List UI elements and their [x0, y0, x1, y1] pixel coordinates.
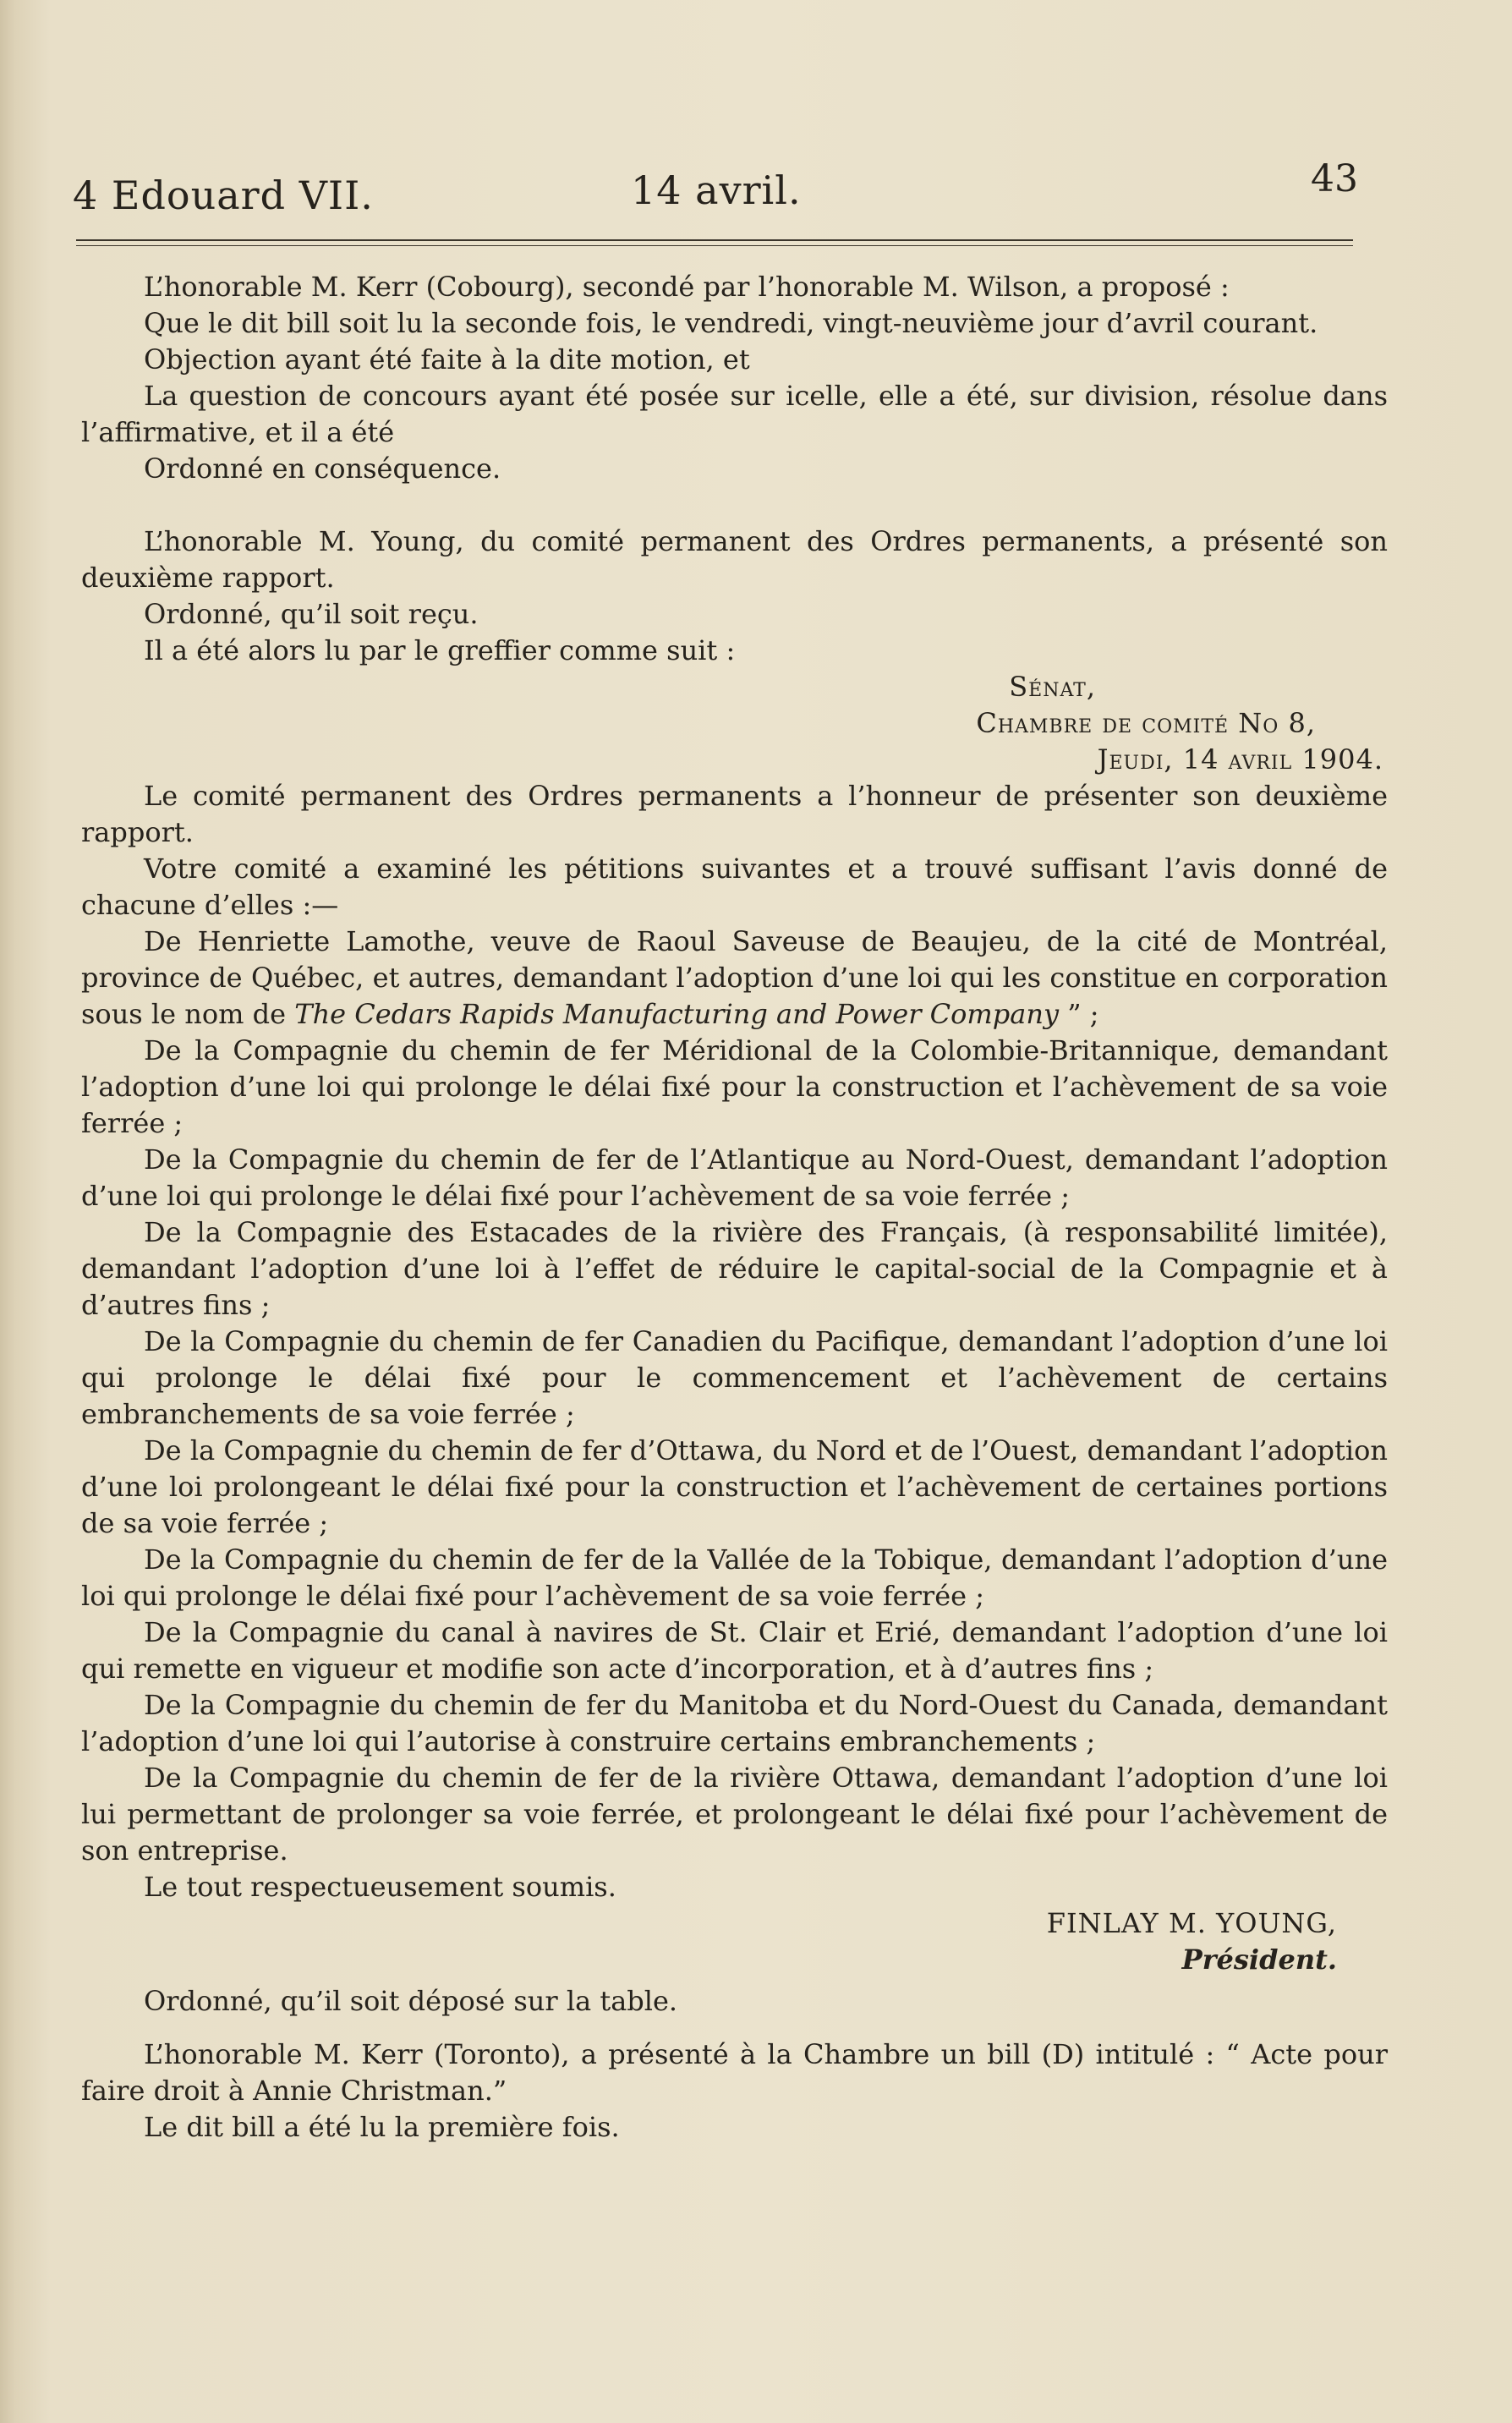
petition-ottawa-nord-ouest: De la Compagnie du chemin de fer d’Ottawa, du Nord et de l’Ouest, demandant l’adoption d’une loi prolongeant le délai fixé pour la construction et l’achèvement de certaines portions de sa voie ferrée ;: [81, 1434, 1388, 1539]
report-committee-room: Chambre de comité No 8,: [976, 707, 1316, 739]
petition-lamothe: De Henriette Lamothe, veuve de Raoul Saveuse de Beaujeu, de la cité de Montréal, province de Québec, et autres, demandant l’adoption d’une loi qui les constitue en corporation sous le nom de The Cedars Rapids Manufacturing and Power Company ” ;: [81, 925, 1388, 1030]
paragraph-motion: L’honorable M. Kerr (Cobourg), secondé par l’honorable M. Wilson, a proposé :: [144, 271, 1230, 303]
header-date: 14 avril.: [631, 167, 802, 213]
petition-riviere-ottawa: De la Compagnie du chemin de fer de la rivière Ottawa, demandant l’adoption d’une loi lui permettant de prolonger sa voie ferrée, et prolongeant le délai fixé pour l’achèvement de son entreprise.: [81, 1762, 1388, 1867]
paragraph-question: La question de concours ayant été posée sur icelle, elle a été, sur division, résolue dans l’affirmative, et il a été: [81, 380, 1388, 448]
report-date: Jeudi, 14 avril 1904.: [1097, 743, 1383, 776]
signature-title: Président.: [1181, 1943, 1337, 1976]
page-header: [73, 157, 1358, 225]
paragraph-tabled: Ordonné, qu’il soit déposé sur la table.: [144, 1985, 678, 2017]
petition-estacades: De la Compagnie des Estacades de la rivière des Français, (à responsabilité limitée), demandant l’adoption d’une loi à l’effet de réduire le capital-social de la Compagnie et à d’autres fins ;: [81, 1216, 1388, 1321]
petition-meridional: De la Compagnie du chemin de fer Méridional de la Colombie-Britannique, demandant l’adoption d’une loi qui prolonge le délai fixé pour la construction et l’achèvement de sa voie ferrée ;: [81, 1034, 1388, 1139]
page-body: [81, 269, 1388, 2146]
company-name: The Cedars Rapids Manufacturing and Power Company: [294, 998, 1060, 1030]
petition-tobique: De la Compagnie du chemin de fer de la Vallée de la Tobique, demandant l’adoption d’une loi qui prolonge le délai fixé pour l’achèvement de sa voie ferrée ;: [81, 1543, 1388, 1612]
header-rule-bottom: [76, 245, 1353, 246]
header-rule-top: [76, 239, 1353, 241]
paragraph-received: Ordonné, qu’il soit reçu.: [144, 598, 479, 630]
report-petitions-examined: Votre comité a examiné les pétitions suivantes et a trouvé suffisant l’avis donné de chacune d’elles :—: [81, 852, 1388, 921]
page-number: 43: [1311, 157, 1358, 200]
paragraph-second-reading: Que le dit bill soit lu la seconde fois, le vendredi, vingt-neuvième jour d’avril courant.: [144, 307, 1318, 339]
paragraph-read-by-clerk: Il a été alors lu par le greffier comme suit :: [144, 634, 736, 666]
signature-name: FINLAY M. YOUNG,: [1046, 1907, 1337, 1939]
paragraph-report-presented: L’honorable M. Young, du comité permanent des Ordres permanents, a présenté son deuxième rapport.: [81, 525, 1388, 594]
petition-pacifique: De la Compagnie du chemin de fer Canadien du Pacifique, demandant l’adoption d’une loi qui prolonge le délai fixé pour le commencement et l’achèvement de certains embranchements de sa voie ferrée ;: [81, 1325, 1388, 1430]
paragraph-first-reading: Le dit bill a été lu la première fois.: [144, 2111, 620, 2143]
paragraph-bill-presented: L’honorable M. Kerr (Toronto), a présenté à la Chambre un bill (D) intitulé : “ Acte pour faire droit à Annie Christman.”: [81, 2038, 1388, 2107]
report-senat: Sénat,: [1009, 671, 1096, 703]
header-regnal-year: 4 Edouard VII.: [73, 173, 374, 218]
report-intro: Le comité permanent des Ordres permanents a l’honneur de présenter son deuxième rapport.: [81, 780, 1388, 848]
petition-atlantique: De la Compagnie du chemin de fer de l’Atlantique au Nord-Ouest, demandant l’adoption d’une loi qui prolonge le délai fixé pour l’achèvement de sa voie ferrée ;: [81, 1143, 1388, 1212]
spacer: [81, 487, 1388, 524]
spacer: [81, 2020, 1388, 2037]
paragraph-ordered: Ordonné en conséquence.: [144, 452, 501, 485]
petition-st-clair-erie: De la Compagnie du canal à navires de St. Clair et Erié, demandant l’adoption d’une loi qui remette en vigueur et modifie son acte d’incorporation, et à d’autres fins ;: [81, 1616, 1388, 1685]
petition-manitoba: De la Compagnie du chemin de fer du Manitoba et du Nord-Ouest du Canada, demandant l’adoption d’une loi qui l’autorise à construire certains embranchements ;: [81, 1689, 1388, 1757]
report-closing: Le tout respectueusement soumis.: [144, 1871, 616, 1903]
paragraph-objection: Objection ayant été faite à la dite motion, et: [144, 343, 750, 376]
